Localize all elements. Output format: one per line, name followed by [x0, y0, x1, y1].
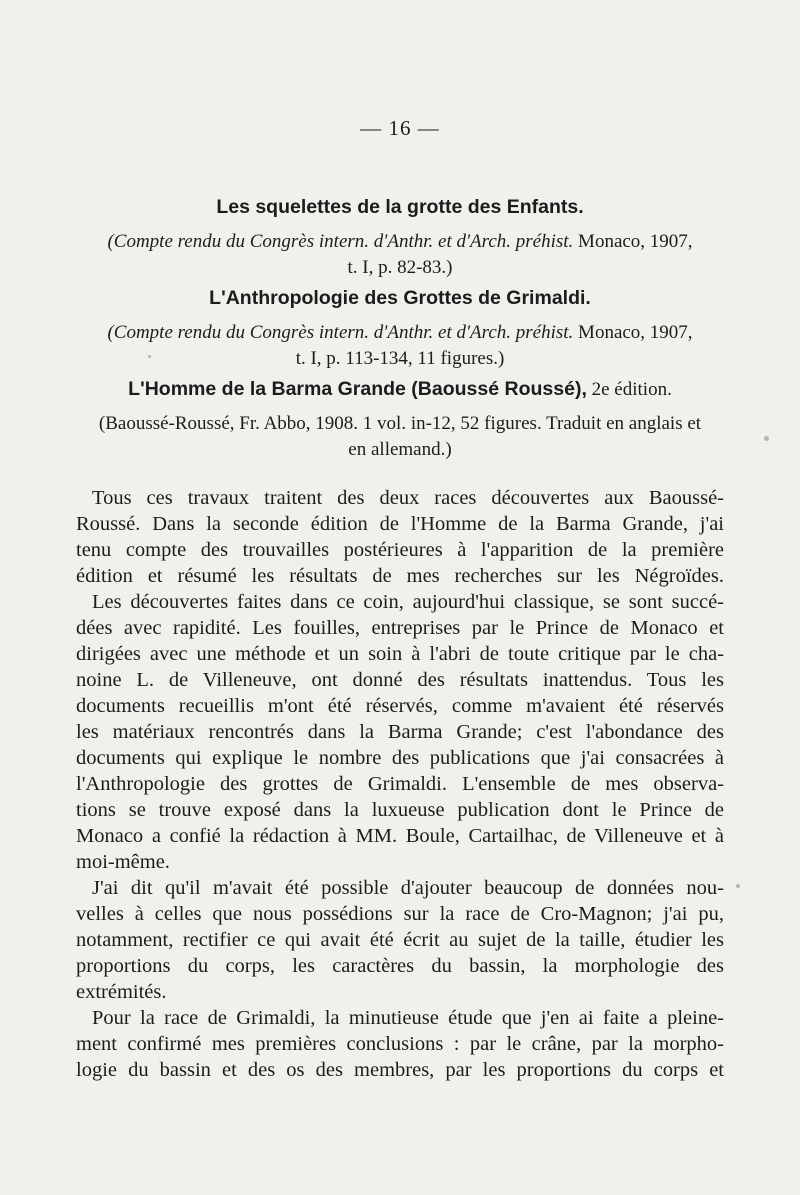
entry-ref-3-line2: en allemand.) — [348, 439, 452, 460]
body-line: tions se trouve exposé dans la luxueuse publication dont le Prince de — [76, 799, 724, 821]
entry-ref-1-line2: t. I, p. 82-83.) — [347, 257, 453, 278]
entry-title-3-suffix: 2e édition. — [586, 379, 672, 400]
body-line: velles à celles que nous possédions sur la race de Cro-Magnon; j'ai pu, — [76, 903, 724, 925]
body-line: documents qui explique le nombre des publications que j'ai consacrées à — [76, 747, 724, 769]
body-line: J'ai dit qu'il m'avait été possible d'ajouter beaucoup de données nou- — [92, 877, 724, 899]
entry-ref-2-rest: Monaco, 1907, — [573, 322, 693, 343]
entry-title-2: L'Anthropologie des Grottes de Grimaldi. — [209, 287, 591, 309]
body-line: Roussé. Dans la seconde édition de l'Homme de la Barma Grande, j'ai — [76, 513, 724, 535]
body-line: logie du bassin et des os des membres, par les proportions du corps et — [76, 1059, 724, 1081]
body-line: dirigées avec une méthode et un soin à l'abri de toute critique par le cha- — [76, 643, 724, 665]
entry-ref-1-italic: (Compte rendu du Congrès intern. d'Anthr. et d'Arch. préhist. — [107, 231, 574, 252]
body-line: Monaco a confié la rédaction à MM. Boule, Cartailhac, de Villeneuve et à — [76, 825, 724, 847]
entry-ref-2-line2: t. I, p. 113-134, 11 figures.) — [295, 348, 505, 369]
body-line: extrémités. — [76, 981, 167, 1003]
entry-title-1: Les squelettes de la grotte des Enfants. — [216, 196, 584, 218]
entry-ref-2-line1 — [60, 320, 740, 346]
body-line: l'Anthropologie des grottes de Grimaldi. L'ensemble de mes observa- — [76, 773, 724, 795]
body-line: tenu compte des trouvailles postérieures à l'apparition de la première — [76, 539, 724, 561]
body-line: Tous ces travaux traitent des deux races découvertes aux Baoussé- — [92, 487, 724, 509]
body-line: proportions du corps, les caractères du bassin, la morphologie des — [76, 955, 724, 977]
entry-ref-1-line1 — [60, 229, 740, 255]
body-line: Pour la race de Grimaldi, la minutieuse étude que j'en ai faite a pleine- — [92, 1007, 724, 1029]
entry-ref-2-italic: (Compte rendu du Congrès intern. d'Anthr. et d'Arch. préhist. — [107, 322, 574, 343]
page-number: — 16 — — [360, 116, 440, 140]
body-line: moi-même. — [76, 851, 170, 873]
body-line: documents recueillis m'ont été réservés, comme m'avaient été réservés — [76, 695, 724, 717]
body-line: dées avec rapidité. Les fouilles, entreprises par le Prince de Monaco et — [76, 617, 724, 639]
entry-ref-1-rest: Monaco, 1907, — [573, 231, 693, 252]
body-line: ment confirmé mes premières conclusions : par le crâne, par la morpho- — [76, 1033, 724, 1055]
entry-title-3-main: L'Homme de la Barma Grande (Baoussé Roussé), — [128, 378, 587, 400]
paper-speck — [736, 884, 740, 888]
entry-ref-3-line1: (Baoussé-Roussé, Fr. Abbo, 1908. 1 vol. in-12, 52 figures. Traduit en anglais et — [98, 413, 702, 434]
paper-speck — [764, 436, 769, 441]
body-line: notamment, rectifier ce qui avait été écrit au sujet de la taille, étudier les — [76, 929, 724, 951]
body-line: édition et résumé les résultats de mes recherches sur les Négroïdes. — [76, 565, 724, 587]
entry-title-3 — [60, 378, 740, 401]
body-line: les matériaux rencontrés dans la Barma Grande; c'est l'abondance des — [76, 721, 724, 743]
body-line: Les découvertes faites dans ce coin, aujourd'hui classique, se sont succé- — [92, 591, 724, 613]
paper-speck — [148, 355, 151, 358]
body-line: noine L. de Villeneuve, ont donné des résultats inattendus. Tous les — [76, 669, 724, 691]
